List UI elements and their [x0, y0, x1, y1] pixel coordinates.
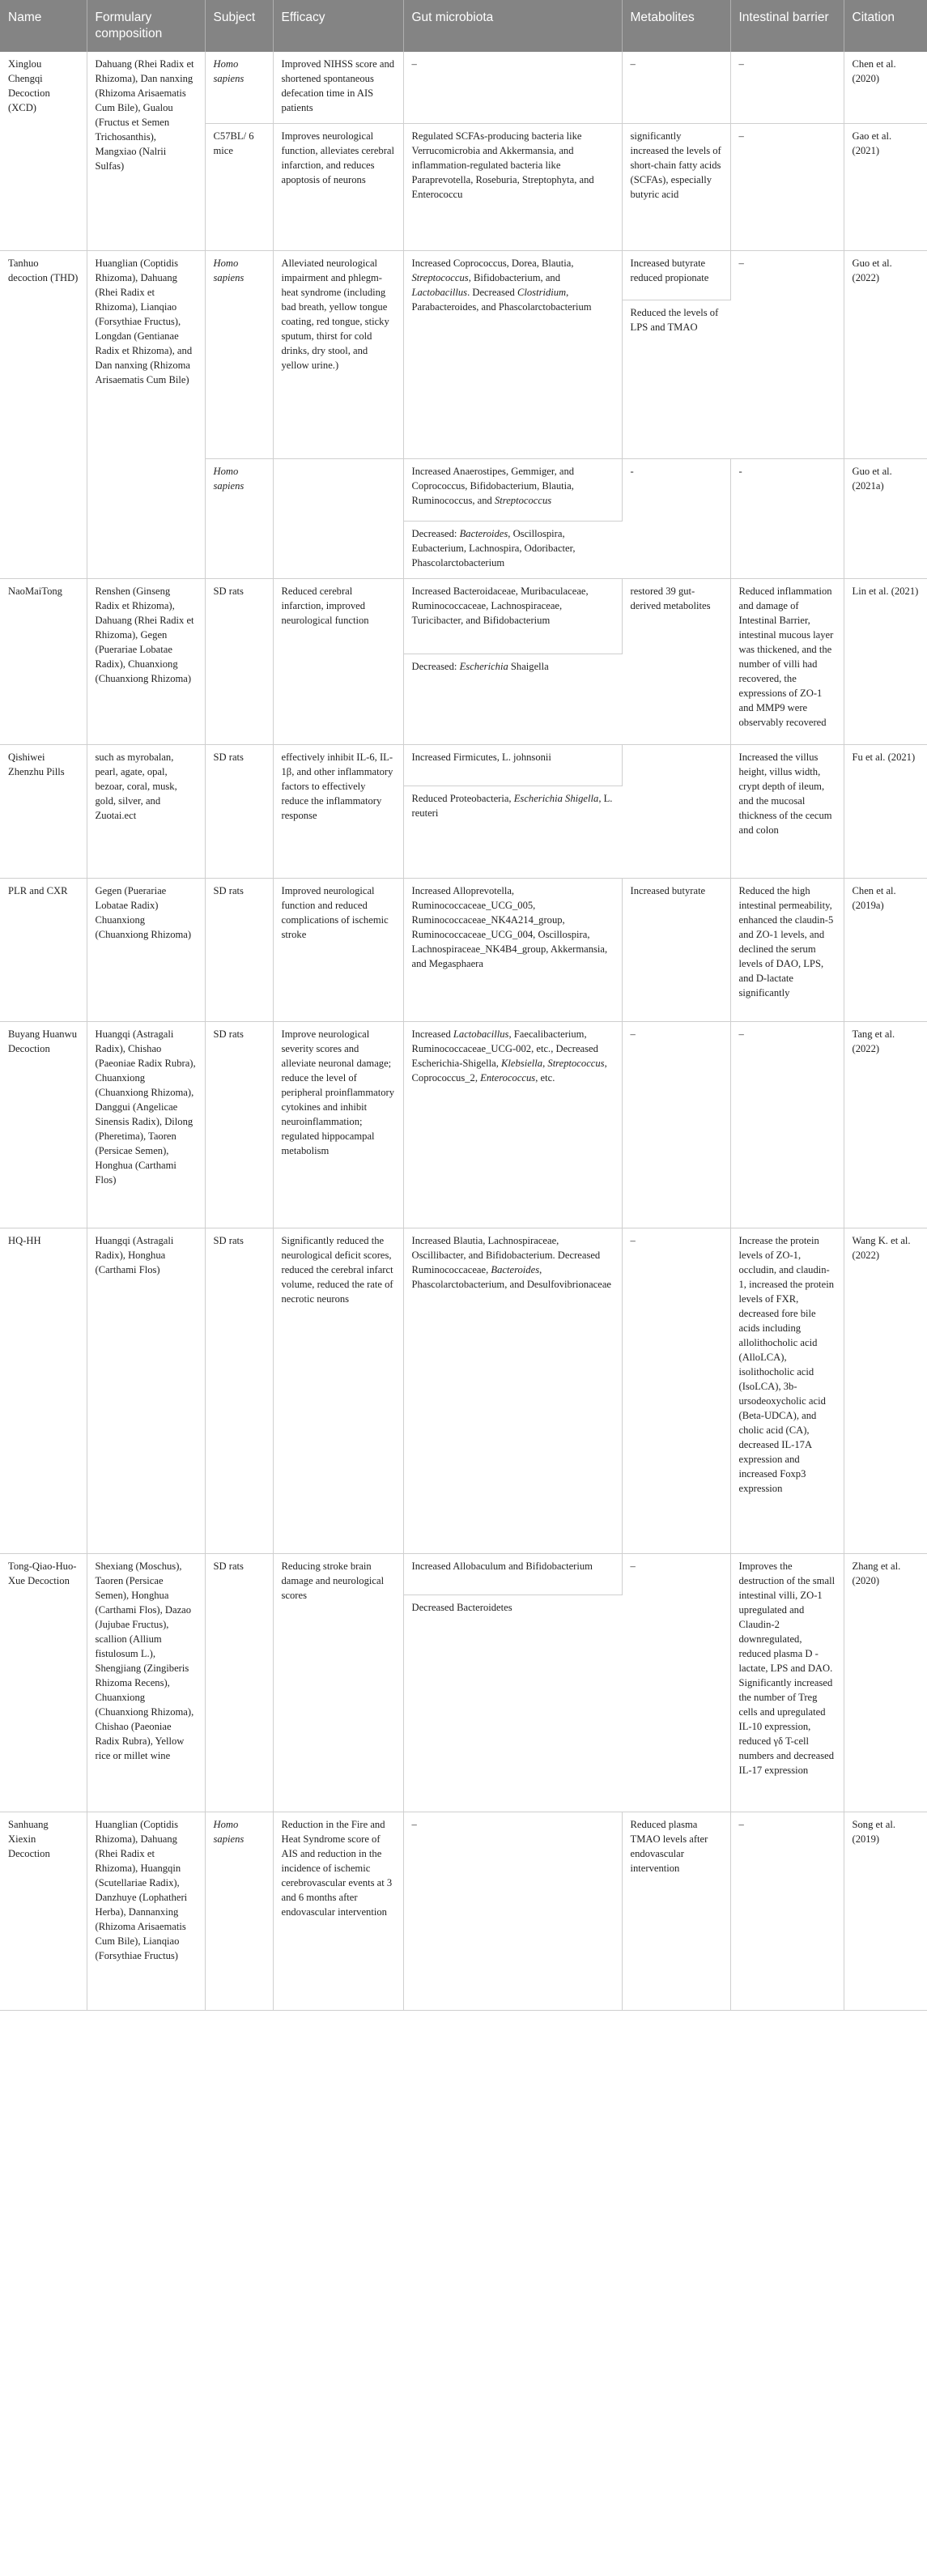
barrier-cell: – — [730, 124, 844, 251]
gut-cell: Regulated SCFAs-producing bacteria like Verrucomicrobia and Akkermansia, and inflammation-regulated bacteria like Paraprevotella, Roseburia, Streptophyta, and Enterococcu — [403, 124, 622, 251]
name-cell: Sanhuang Xiexin Decoction — [0, 1812, 87, 2011]
gut-cell: Increased Alloprevotella, Ruminococcaceae_UCG_005, Ruminococcaceae_NK4A214_group, Ruminococcaceae_UCG_004, Oscillospira, Lachnospiraceae_NK4B4_group, Akkermansia, and Megasphaera — [403, 879, 622, 1022]
efficacy-cell: Alleviated neurological impairment and phlegm-heat syndrome (including bad breath, yellow tongue coating, red tongue, sticky sputum, thirst for cold drinks, dry stool, and yellow urine.) — [273, 251, 403, 459]
table-row — [0, 52, 927, 124]
formulary-cell: Huangqi (Astragali Radix), Chishao (Paeoniae Radix Rubra), Chuanxiong (Chuanxiong Rhizoma), Danggui (Angelicae Sinensis Radix), Dilong (Pheretima), Taoren (Persicae Semen), Honghua (Carthami Flos) — [87, 1022, 205, 1228]
barrier-cell: – — [730, 52, 844, 124]
header-name: Name — [0, 0, 87, 52]
gut-cell: – — [403, 1812, 622, 2011]
header-citation: Citation — [844, 0, 927, 52]
table-row — [0, 1554, 927, 1595]
subject-cell: SD rats — [205, 1228, 273, 1554]
table-row — [0, 1228, 927, 1554]
subject-cell: SD rats — [205, 879, 273, 1022]
name-cell: Tanhuo decoction (THD) — [0, 251, 87, 579]
metabolites-cell — [622, 745, 730, 879]
gut-text: Decreased: Bacteroides, Oscillospira, Eubacterium, Lachnospira, Odoribacter, Phascolarctobacterium — [411, 528, 576, 568]
gut-cell — [403, 1228, 622, 1554]
citation-cell: Wang K. et al. (2022) — [844, 1228, 927, 1554]
formulary-cell: Huanglian (Coptidis Rhizoma), Dahuang (Rhei Radix et Rhizoma), Huangqin (Scutellariae Radix), Danzhuye (Lophatheri Herba), Dannanxing (Rhizoma Arisaematis Cum Bile), Lianqiao (Forsythiae Fructus) — [87, 1812, 205, 2011]
citation-cell: Guo et al. (2021a) — [844, 459, 927, 579]
gut-cell — [403, 459, 622, 522]
citation-cell: Tang et al. (2022) — [844, 1022, 927, 1228]
formulary-cell: such as myrobalan, pearl, agate, opal, bezoar, coral, musk, gold, silver, and Zuotai.ect — [87, 745, 205, 879]
barrier-cell: – — [730, 1022, 844, 1228]
header-intestinal-barrier: Intestinal barrier — [730, 0, 844, 52]
name-cell: HQ-HH — [0, 1228, 87, 1554]
name-cell: Xinglou Chengqi Decoction (XCD) — [0, 52, 87, 251]
formulary-cell: Gegen (Puerariae Lobatae Radix) Chuanxiong (Chuanxiong Rhizoma) — [87, 879, 205, 1022]
metabolites-cell: Increased butyrate reduced propionate — [622, 251, 730, 300]
gut-text: Increased Anaerostipes, Gemmiger, and Coprococcus, Bifidobacterium, Blautia, Ruminococcus, and Streptococcus — [411, 466, 575, 506]
metabolites-cell: – — [622, 52, 730, 124]
formulary-cell: Huanglian (Coptidis Rhizoma), Dahuang (Rhei Radix et Rhizoma), Lianqiao (Forsythiae Fructus), Longdan (Gentianae Radix et Rhizoma), and Dan nanxing (Rhizoma Arisaematis Cum Bile) — [87, 251, 205, 579]
subject-cell: Homo sapiens — [205, 1812, 273, 2011]
formulary-cell: Shexiang (Moschus), Taoren (Persicae Semen), Honghua (Carthami Flos), Dazao (Jujubae Fructus), scallion (Allium fistulosum L.), Shengjiang (Zingiberis Rhizoma Recens), Chuanxiong (Chuanxiong Rhizoma), Chishao (Paeoniae Radix Rubra), Yellow rice or millet wine — [87, 1554, 205, 1812]
table-row — [0, 251, 927, 300]
citation-cell: Gao et al. (2021) — [844, 124, 927, 251]
subject-cell: SD rats — [205, 579, 273, 745]
gut-cell — [403, 251, 622, 459]
efficacy-cell: effectively inhibit IL-6, IL-1β, and other inflammatory factors to effectively reduce the inflammatory response — [273, 745, 403, 879]
metabolites-cell: Increased butyrate — [622, 879, 730, 1022]
header-subject: Subject — [205, 0, 273, 52]
gut-cell: Decreased Bacteroidetes — [403, 1595, 622, 1812]
metabolites-cell: - — [622, 459, 730, 579]
barrier-cell: – — [730, 1812, 844, 2011]
header-metabolites: Metabolites — [622, 0, 730, 52]
citation-cell: Fu et al. (2021) — [844, 745, 927, 879]
gut-cell — [403, 522, 622, 579]
gut-cell — [403, 1022, 622, 1228]
gut-cell — [403, 786, 622, 879]
gut-text-increased-a: Increased Coprococcus, Dorea, Blautia, Streptococcus, Bifidobacterium, and Lactobacillus. Decreased Clostridium, Parabacteroides, and Phascolarctobacterium — [411, 258, 592, 313]
barrier-cell: Increased the villus height, villus width, crypt depth of ileum, and the mucosal thickness of the cecum and colon — [730, 745, 844, 879]
gut-text: Decreased: Escherichia Shaigella — [411, 661, 549, 672]
barrier-cell: Increase the protein levels of ZO-1, occludin, and claudin-1, increased the protein levels of FXR, decreased fore bile acids including allolithocholic acid (AlloLCA), isolithocholic acid (IsoLCA), 3b-ursodeoxycholic acid (Beta-UDCA), and cholic acid (CA), decreased IL-17A expression and increased Foxp3 expression — [730, 1228, 844, 1554]
citation-cell: Guo et al. (2022) — [844, 251, 927, 459]
barrier-cell: – — [730, 251, 844, 459]
efficacy-cell — [273, 459, 403, 579]
table-row — [0, 879, 927, 1022]
gut-cell: Increased Firmicutes, L. johnsonii — [403, 745, 622, 786]
citation-cell: Chen et al. (2019a) — [844, 879, 927, 1022]
header-formulary: Formulary composition — [87, 0, 205, 52]
gut-cell — [403, 654, 622, 745]
citation-cell: Lin et al. (2021) — [844, 579, 927, 745]
efficacy-cell: Reduced cerebral infarction, improved neurological function — [273, 579, 403, 745]
gut-text: Reduced Proteobacteria, Escherichia Shigella, L. reuteri — [411, 793, 613, 819]
subject-cell: C57BL/ 6 mice — [205, 124, 273, 251]
table-row — [0, 1812, 927, 2011]
formulary-cell: Dahuang (Rhei Radix et Rhizoma), Dan nanxing (Rhizoma Arisaematis Cum Bile), Gualou (Fructus et Semen Trichosanthis), Mangxiao (Nalrii Sulfas) — [87, 52, 205, 251]
gut-text: Increased Lactobacillus, Faecalibacterium, Ruminococcaceae_UCG-002, etc., Decreased Escherichia-Shigella, Klebsiella, Streptococcus, Coprococcus_2, Enterococcus, etc. — [411, 1028, 607, 1084]
gut-cell: – — [403, 52, 622, 124]
header-gut-microbiota: Gut microbiota — [403, 0, 622, 52]
formulary-cell: Renshen (Ginseng Radix et Rhizoma), Dahuang (Rhei Radix et Rhizoma), Gegen (Puerariae Lobatae Radix), Chuanxiong (Chuanxiong Rhizoma) — [87, 579, 205, 745]
table-row — [0, 1022, 927, 1228]
subject-cell: Homo sapiens — [205, 251, 273, 459]
header-efficacy: Efficacy — [273, 0, 403, 52]
subject-cell: Homo sapiens — [205, 459, 273, 579]
name-cell: Buyang Huanwu Decoction — [0, 1022, 87, 1228]
subject-cell: SD rats — [205, 745, 273, 879]
barrier-cell: Reduced inflammation and damage of Intestinal Barrier, intestinal mucous layer was thickened, and the number of villi had recovered, the expressions of ZO-1 and MMP9 were observably recovered — [730, 579, 844, 745]
table-row — [0, 745, 927, 786]
barrier-cell: Reduced the high intestinal permeability, enhanced the claudin-5 and ZO-1 levels, and declined the serum levels of DAO, LPS, and D-lactate significantly — [730, 879, 844, 1022]
metabolites-cell: – — [622, 1228, 730, 1554]
metabolites-cell: – — [622, 1022, 730, 1228]
name-cell: NaoMaiTong — [0, 579, 87, 745]
table-row — [0, 579, 927, 654]
metabolites-cell: Reduced the levels of LPS and TMAO — [622, 300, 730, 459]
citation-cell: Song et al. (2019) — [844, 1812, 927, 2011]
header-row — [0, 0, 927, 52]
efficacy-cell: Improve neurological severity scores and alleviate neuronal damage; reduce the level of peripheral proinflammatory cytokines and inhibit neuroinflammation; regulated hippocampal metabolism — [273, 1022, 403, 1228]
name-cell: PLR and CXR — [0, 879, 87, 1022]
efficacy-cell: Improved neurological function and reduced complications of ischemic stroke — [273, 879, 403, 1022]
barrier-cell: - — [730, 459, 844, 579]
name-cell: Qishiwei Zhenzhu Pills — [0, 745, 87, 879]
metabolites-cell: restored 39 gut-derived metabolites — [622, 579, 730, 745]
efficacy-cell: Reduction in the Fire and Heat Syndrome score of AIS and reduction in the incidence of ischemic cerebrovascular events at 3 and 6 months after endovascular intervention — [273, 1812, 403, 2011]
citation-cell: Chen et al. (2020) — [844, 52, 927, 124]
gut-cell: Increased Allobaculum and Bifidobacterium — [403, 1554, 622, 1595]
name-cell: Tong-Qiao-Huo-Xue Decoction — [0, 1554, 87, 1812]
efficacy-cell: Improves neurological function, alleviates cerebral infarction, and reduces apoptosis of neurons — [273, 124, 403, 251]
metabolites-cell: significantly increased the levels of short-chain fatty acids (SCFAs), especially butyric acid — [622, 124, 730, 251]
subject-cell: Homo sapiens — [205, 52, 273, 124]
gut-cell: Increased Bacteroidaceae, Muribaculaceae, Ruminococcaceae, Lachnospiraceae, Turicibacter, and Bifidobacterium — [403, 579, 622, 654]
efficacy-cell: Reducing stroke brain damage and neurological scores — [273, 1554, 403, 1812]
metabolites-cell: Reduced plasma TMAO levels after endovascular intervention — [622, 1812, 730, 2011]
citation-cell: Zhang et al. (2020) — [844, 1554, 927, 1812]
subject-cell: SD rats — [205, 1554, 273, 1812]
efficacy-cell: Improved NIHSS score and shortened spontaneous defecation time in AIS patients — [273, 52, 403, 124]
metabolites-cell: – — [622, 1554, 730, 1812]
formulary-cell: Huangqi (Astragali Radix), Honghua (Carthami Flos) — [87, 1228, 205, 1554]
subject-cell: SD rats — [205, 1022, 273, 1228]
efficacy-cell: Significantly reduced the neurological deficit scores, reduced the cerebral infarct volume, reduced the rate of necrotic neurons — [273, 1228, 403, 1554]
barrier-cell: Improves the destruction of the small intestinal villi, ZO-1 upregulated and Claudin-2 downregulated, reduced plasma D -lactate, LPS and DAO. Significantly increased the number of Treg cells and upregulated IL-10 expression, reduced γδ T-cell numbers and decreased IL-17 expression — [730, 1554, 844, 1812]
gut-text: Increased Blautia, Lachnospiraceae, Oscillibacter, and Bifidobacterium. Decreased Ruminococcaceae, Bacteroides, Phascolarctobacterium, and Desulfovibrionaceae — [411, 1235, 612, 1290]
